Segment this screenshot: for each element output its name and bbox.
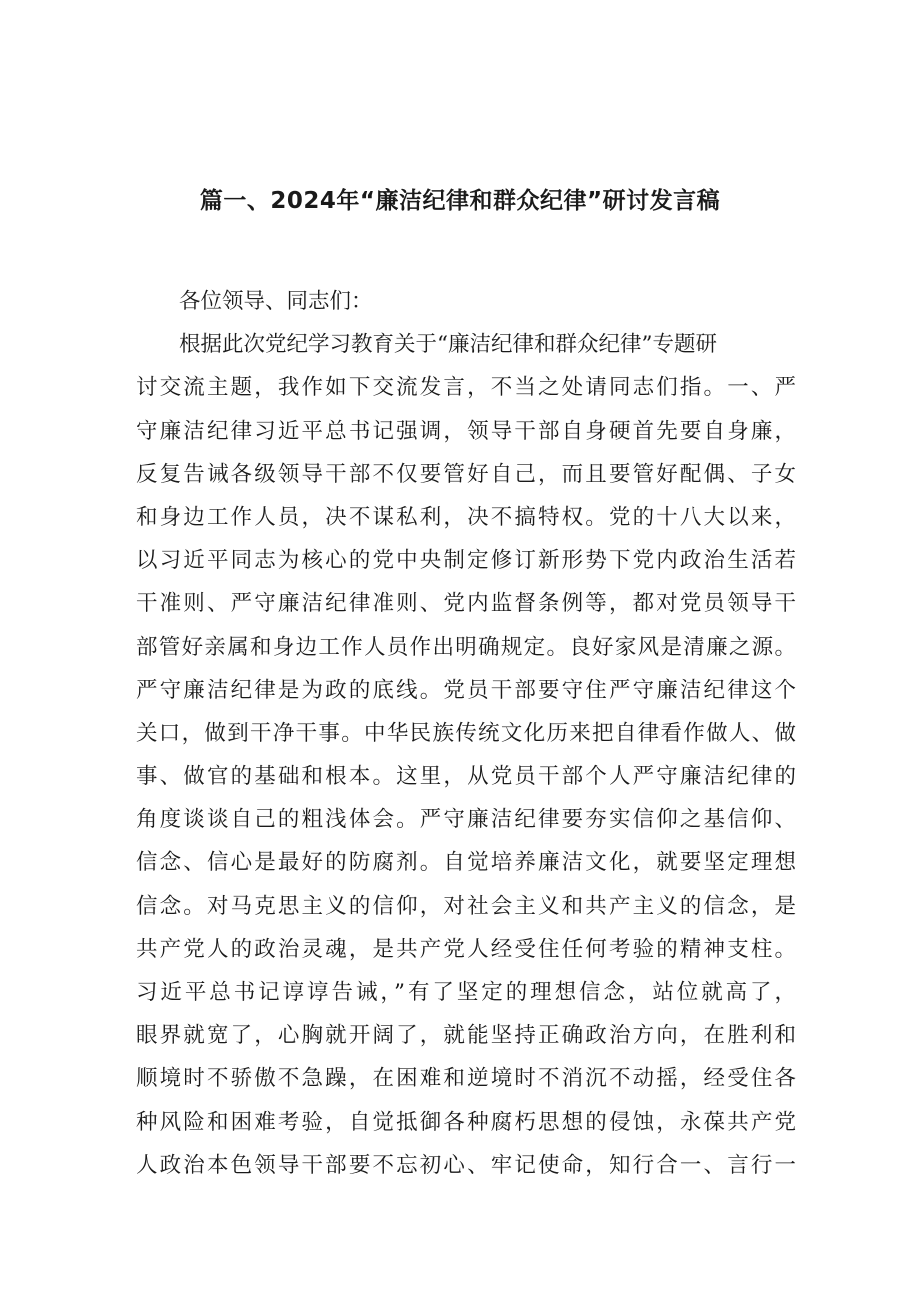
paragraph-line: 和身边工作人员，决不谋私利，决不搞特权。党的十八大以来， (136, 504, 796, 530)
paragraph-line: 事、做官的基础和根本。这里，从党员干部个人严守廉洁纪律的 (136, 764, 796, 790)
paragraph-line: 根据此次党纪学习教育关于“廉洁纪律和群众纪律”专题研 (179, 332, 717, 358)
paragraph-line: 共产党人的政治灵魂，是共产党人经受住任何考验的精神支柱。 (136, 936, 796, 962)
paragraph-line: 角度谈谈自己的粗浅体会。严守廉洁纪律要夯实信仰之基信仰、 (136, 807, 796, 833)
paragraph-line: 守廉洁纪律习近平总书记强调，领导干部自身硬首先要自身廉， (136, 418, 796, 444)
document-title: 篇一、2024年“廉洁纪律和群众纪律”研讨发言稿 (199, 188, 721, 214)
paragraph-line: 信念、信心是最好的防腐剂。自觉培养廉洁文化，就要坚定理想 (136, 850, 796, 876)
paragraph-line: 关口，做到干净干事。中华民族传统文化历来把自律看作做人、做 (136, 720, 796, 746)
paragraph-line: 眼界就宽了，心胸就开阔了，就能坚持正确政治方向，在胜利和 (136, 1023, 796, 1049)
paragraph-line: 顺境时不骄傲不急躁，在困难和逆境时不消沉不动摇，经受住各 (136, 1066, 796, 1092)
paragraph-line: 严守廉洁纪律是为政的底线。党员干部要守住严守廉洁纪律这个 (136, 677, 796, 703)
paragraph-line: 讨交流主题，我作如下交流发言，不当之处请同志们指。一、严 (136, 375, 796, 401)
paragraph-line: 人政治本色领导干部要不忘初心、牢记使命，知行合一、言行一 (136, 1152, 796, 1178)
paragraph-line: 信念。对马克思主义的信仰，对社会主义和共产主义的信念，是 (136, 893, 796, 919)
paragraph-line: 部管好亲属和身边工作人员作出明确规定。良好家风是清廉之源。 (136, 634, 796, 660)
document-body (136, 280, 796, 1187)
paragraph-line: 反复告诫各级领导干部不仅要管好自己，而且要管好配偶、子女 (136, 461, 796, 487)
paragraph-line: 以习近平同志为核心的党中央制定修订新形势下党内政治生活若 (136, 548, 796, 574)
paragraph-line: 种风险和困难考验，自觉抵御各种腐朽思想的侵蚀，永葆共产党 (136, 1109, 796, 1135)
paragraph-line: 干准则、严守廉洁纪律准则、党内监督条例等，都对党员领导干 (136, 591, 796, 617)
paragraph-line: 习近平总书记谆谆告诫，”有了坚定的理想信念，站位就高了， (136, 980, 796, 1005)
salutation: 各位领导、同志们： (179, 289, 373, 314)
